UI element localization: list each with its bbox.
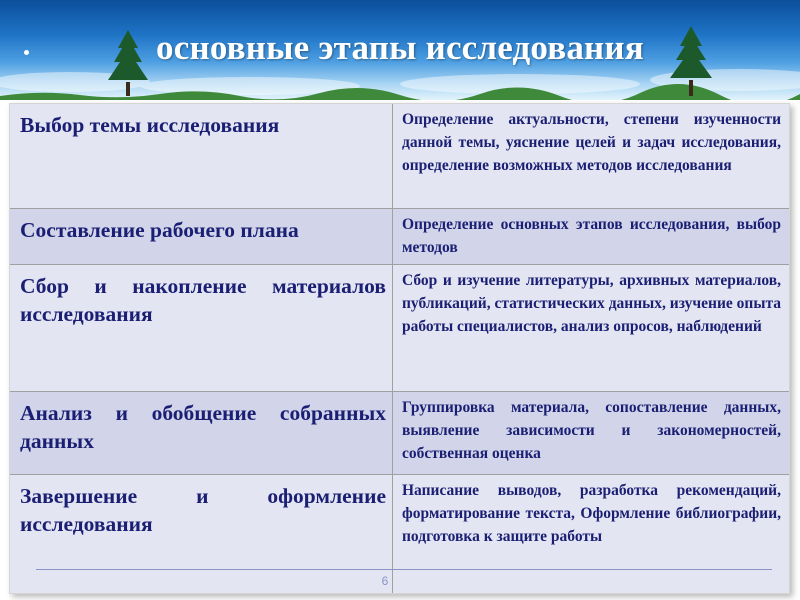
stages-table-container bbox=[9, 103, 790, 594]
stage-cell: Составление рабочего плана bbox=[10, 208, 393, 264]
stage-cell: Анализ и обобщение собранных данных bbox=[10, 391, 393, 474]
table-row bbox=[10, 474, 789, 593]
stage-cell: Сбор и накопление материалов исследования bbox=[10, 264, 393, 391]
slide-title: основные этапы исследования bbox=[156, 28, 644, 67]
description-cell: Написание выводов, разработка рекомендаций, форматирование текста, Оформление библиографии, подготовка к защите работы bbox=[393, 474, 790, 593]
table-row bbox=[10, 391, 789, 474]
table-row bbox=[10, 264, 789, 391]
description-cell: Сбор и изучение литературы, архивных материалов, публикаций, статистических данных, изучение опыта работы специалистов, анализ опросов, наблюдений bbox=[393, 264, 790, 391]
table-row bbox=[10, 208, 789, 264]
description-cell: Определение актуальности, степени изученности данной темы, уяснение целей и задач исследования, определение возможных методов исследования bbox=[393, 104, 790, 208]
description-cell: Группировка материала, сопоставление данных, выявление зависимости и закономерностей, собственная оценка bbox=[393, 391, 790, 474]
footer-divider bbox=[36, 569, 772, 570]
table-row bbox=[10, 104, 789, 208]
slide-header bbox=[0, 0, 800, 100]
description-cell: Определение основных этапов исследования, выбор методов bbox=[393, 208, 790, 264]
research-stages-table bbox=[10, 104, 789, 593]
stage-cell: Выбор темы исследования bbox=[10, 104, 393, 208]
page-number: 6 bbox=[381, 574, 389, 588]
stage-cell: Завершение и оформление исследования bbox=[10, 474, 393, 593]
